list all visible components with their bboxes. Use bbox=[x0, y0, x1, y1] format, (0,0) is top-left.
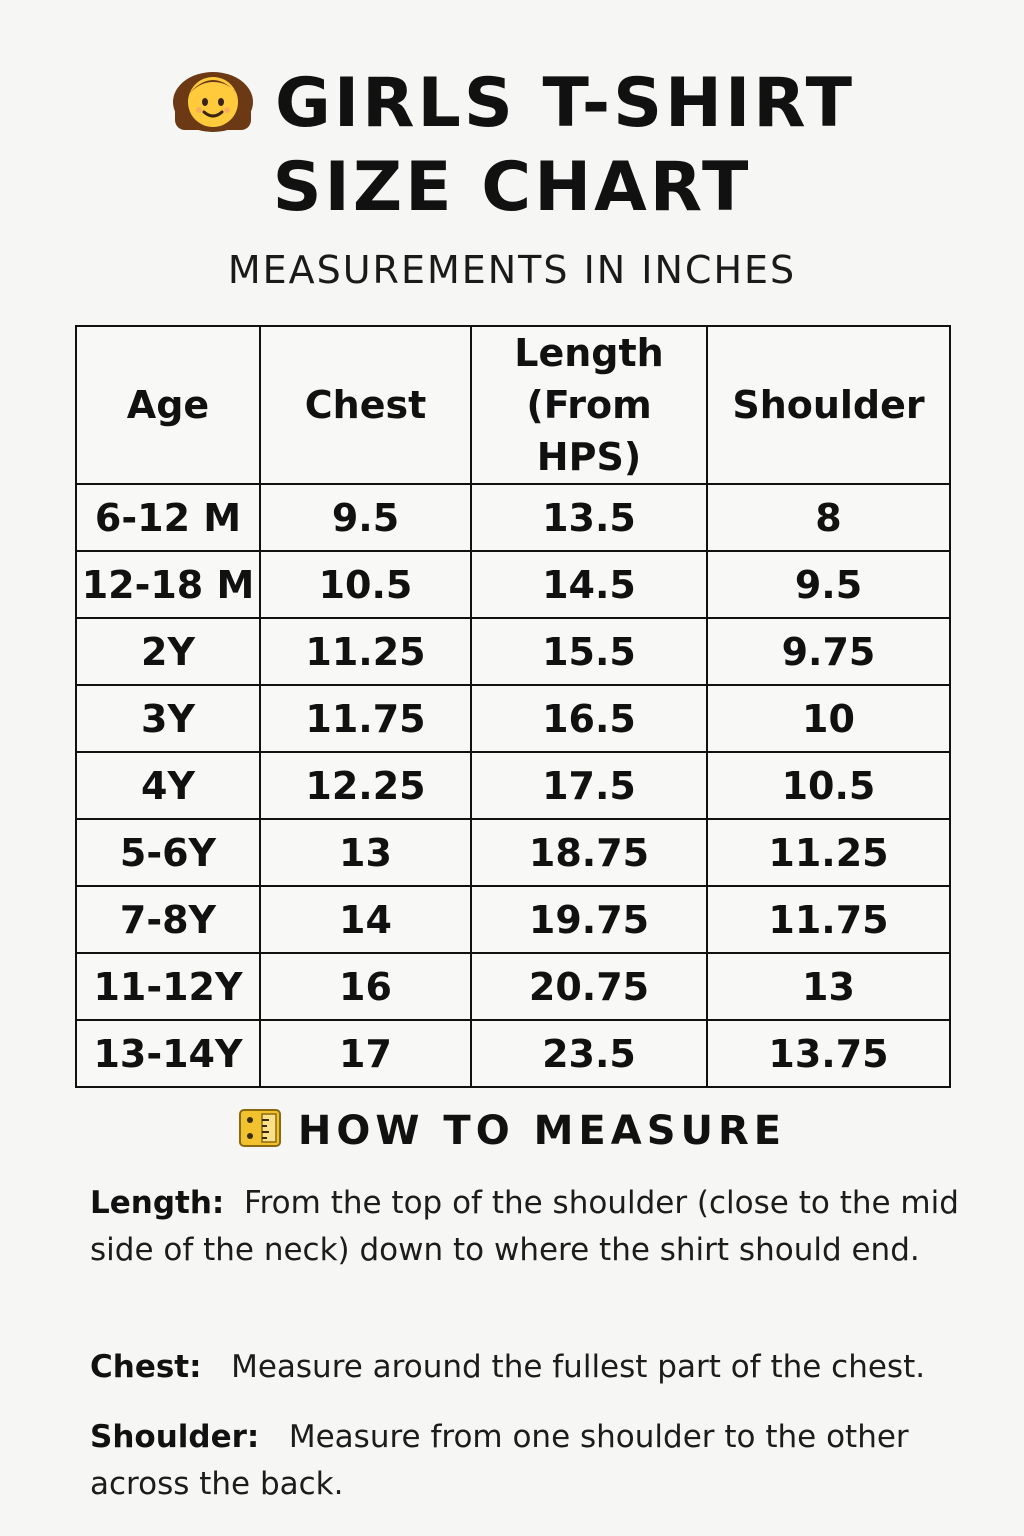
instruction-chest bbox=[90, 1344, 990, 1391]
cell-age: 7-8Y bbox=[76, 886, 260, 953]
cell-age: 6-12 M bbox=[76, 484, 260, 551]
cell-chest: 14 bbox=[260, 886, 471, 953]
table-row bbox=[76, 1020, 950, 1087]
cell-chest: 12.25 bbox=[260, 752, 471, 819]
header-length-line2: (From HPS) bbox=[526, 383, 652, 479]
cell-shoulder: 8 bbox=[707, 484, 950, 551]
instruction-text: Measure around the fullest part of the chest. bbox=[231, 1349, 926, 1385]
cell-age: 11-12Y bbox=[76, 953, 260, 1020]
header-length bbox=[471, 326, 707, 484]
cell-chest: 10.5 bbox=[260, 551, 471, 618]
title-text-1: GIRLS T-SHIRT bbox=[275, 64, 855, 143]
cell-chest: 9.5 bbox=[260, 484, 471, 551]
header-shoulder: Shoulder bbox=[707, 326, 950, 484]
cell-shoulder: 9.75 bbox=[707, 618, 950, 685]
instruction-text: From the top of the shoulder (close to the mid side of the neck) down to where the shirt should end. bbox=[90, 1185, 959, 1268]
instruction-shoulder bbox=[90, 1414, 990, 1508]
cell-age: 3Y bbox=[76, 685, 260, 752]
cell-length: 19.75 bbox=[471, 886, 707, 953]
cell-shoulder: 10 bbox=[707, 685, 950, 752]
table-row bbox=[76, 953, 950, 1020]
cell-chest: 11.75 bbox=[260, 685, 471, 752]
subtitle: MEASUREMENTS IN INCHES bbox=[227, 248, 797, 292]
cell-length: 18.75 bbox=[471, 819, 707, 886]
cell-age: 4Y bbox=[76, 752, 260, 819]
table-header-row bbox=[76, 326, 950, 484]
table-row bbox=[76, 819, 950, 886]
how-to-measure-text: HOW TO MEASURE bbox=[297, 1108, 787, 1154]
cell-shoulder: 13 bbox=[707, 953, 950, 1020]
instruction-label: Shoulder: bbox=[90, 1419, 260, 1455]
measuring-tape-icon bbox=[238, 1108, 282, 1148]
cell-age: 13-14Y bbox=[76, 1020, 260, 1087]
cell-shoulder: 9.5 bbox=[707, 551, 950, 618]
table-row bbox=[76, 551, 950, 618]
cell-shoulder: 13.75 bbox=[707, 1020, 950, 1087]
cell-shoulder: 11.25 bbox=[707, 819, 950, 886]
girl-face-icon bbox=[169, 56, 257, 134]
table-row bbox=[76, 618, 950, 685]
cell-length: 13.5 bbox=[471, 484, 707, 551]
cell-chest: 17 bbox=[260, 1020, 471, 1087]
cell-age: 2Y bbox=[76, 618, 260, 685]
cell-length: 16.5 bbox=[471, 685, 707, 752]
cell-length: 20.75 bbox=[471, 953, 707, 1020]
cell-chest: 13 bbox=[260, 819, 471, 886]
table-row bbox=[76, 752, 950, 819]
header-chest: Chest bbox=[260, 326, 471, 484]
table-row bbox=[76, 886, 950, 953]
cell-chest: 16 bbox=[260, 953, 471, 1020]
header-age: Age bbox=[76, 326, 260, 484]
size-chart-table bbox=[75, 325, 951, 1088]
table-row bbox=[76, 484, 950, 551]
title-line-2: SIZE CHART bbox=[272, 148, 752, 227]
instruction-text: Measure from one shoulder to the other across the back. bbox=[90, 1419, 909, 1502]
page-title bbox=[0, 56, 1024, 230]
cell-length: 17.5 bbox=[471, 752, 707, 819]
instruction-label: Chest: bbox=[90, 1349, 202, 1385]
instruction-label: Length: bbox=[90, 1185, 225, 1221]
cell-length: 23.5 bbox=[471, 1020, 707, 1087]
cell-age: 5-6Y bbox=[76, 819, 260, 886]
cell-shoulder: 11.75 bbox=[707, 886, 950, 953]
instruction-length bbox=[90, 1180, 990, 1274]
cell-length: 14.5 bbox=[471, 551, 707, 618]
cell-age: 12-18 M bbox=[76, 551, 260, 618]
how-to-measure-heading bbox=[0, 1108, 1024, 1154]
header-length-line1: Length bbox=[514, 331, 664, 375]
cell-chest: 11.25 bbox=[260, 618, 471, 685]
cell-length: 15.5 bbox=[471, 618, 707, 685]
title-line-1 bbox=[0, 56, 1024, 146]
table-row bbox=[76, 685, 950, 752]
cell-shoulder: 10.5 bbox=[707, 752, 950, 819]
